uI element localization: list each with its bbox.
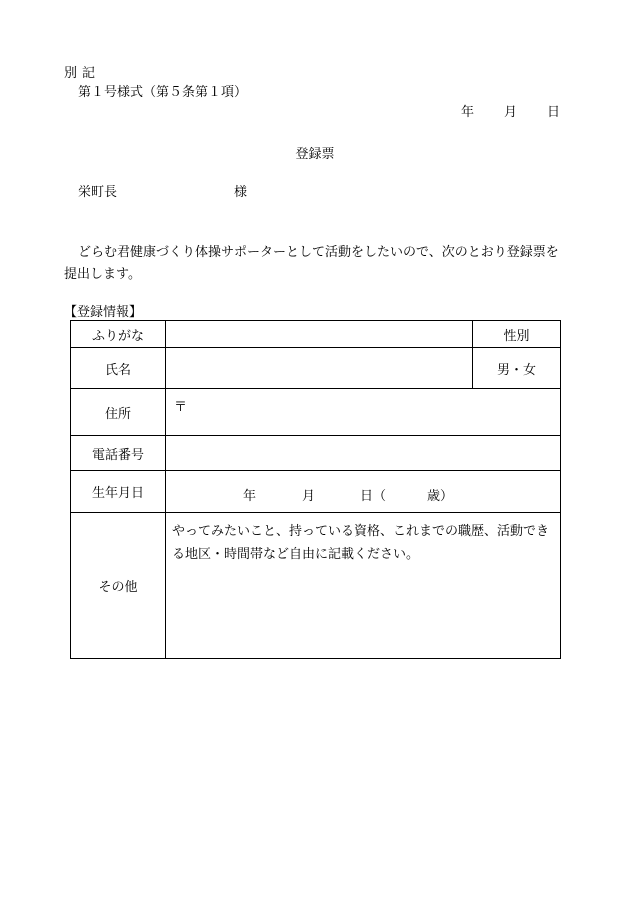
date-line <box>461 106 560 119</box>
section-label: 【登録情報】 <box>64 305 143 320</box>
date-day: 日 <box>546 105 560 120</box>
registration-table <box>70 320 561 659</box>
table-row <box>71 436 561 471</box>
name-field[interactable] <box>166 348 473 389</box>
birth-label: 生年月日 <box>71 471 166 513</box>
furigana-label: ふりがな <box>71 321 166 348</box>
birth-age: 歳） <box>427 488 454 504</box>
addressee-name: 栄町長 <box>78 185 118 200</box>
birth-month: 月 <box>302 488 316 504</box>
birth-field[interactable] <box>166 471 561 513</box>
table-row <box>71 389 561 436</box>
addressee-honorific: 様 <box>234 185 248 200</box>
gender-label: 性別 <box>473 321 561 348</box>
other-label: その他 <box>71 513 166 659</box>
other-instructions: やってみたいこと、持っている資格、これまでの職歴、活動できる地区・時間帯など自由に記載ください。 <box>172 524 550 562</box>
phone-label: 電話番号 <box>71 436 166 471</box>
address-label: 住所 <box>71 389 166 436</box>
furigana-field[interactable] <box>166 321 473 348</box>
table-row <box>71 348 561 389</box>
name-label: 氏名 <box>71 348 166 389</box>
table-row <box>71 321 561 348</box>
address-field[interactable] <box>166 389 561 436</box>
gender-options[interactable]: 男・女 <box>473 348 561 389</box>
other-field[interactable] <box>166 513 561 659</box>
birth-year: 年 <box>243 488 257 504</box>
body-text: どらむ君健康づくり体操サポーターとして活動をしたいので、次のとおり登録票を提出します。 <box>64 245 559 282</box>
date-month: 月 <box>503 105 517 120</box>
addressee <box>78 185 248 200</box>
birth-day: 日（ <box>360 488 387 504</box>
postal-mark: 〒 <box>174 400 188 415</box>
date-year: 年 <box>460 105 474 120</box>
phone-field[interactable] <box>166 436 561 471</box>
document-title: 登録票 <box>295 147 335 162</box>
table-row <box>71 471 561 513</box>
table-row <box>71 513 561 659</box>
appendix-heading: 別記 <box>64 66 101 81</box>
form-number: 第１号様式（第５条第１項） <box>78 85 248 100</box>
